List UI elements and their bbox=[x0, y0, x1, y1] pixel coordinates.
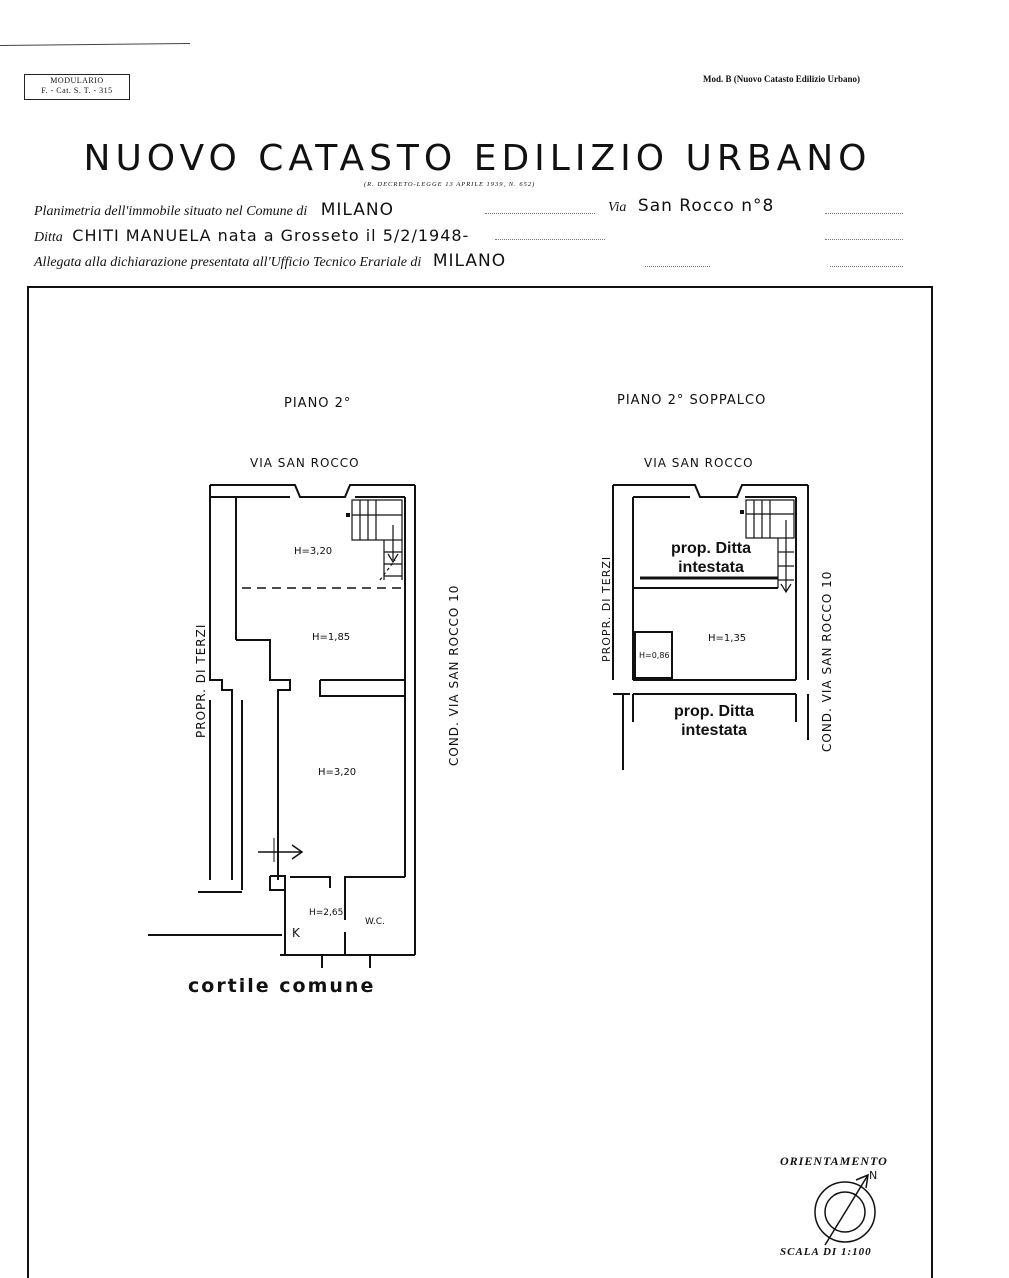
right-prop-top: prop. Ditta intestata bbox=[671, 540, 751, 576]
left-right-side-label: COND. VIA SAN ROCCO 10 bbox=[447, 584, 461, 766]
right-prop-bottom: prop. Ditta intestata bbox=[674, 703, 754, 739]
left-wc-label: W.C. bbox=[365, 917, 385, 927]
decree-reference: (R. DECRETO-LEGGE 13 APRILE 1939, N. 652) bbox=[364, 181, 536, 188]
document-title: NUOVO CATASTO EDILIZIO URBANO bbox=[83, 138, 872, 179]
left-street-label: VIA SAN ROCCO bbox=[250, 456, 360, 470]
right-height-2: H=0,86 bbox=[639, 651, 670, 660]
comune-value: MILANO bbox=[320, 200, 395, 220]
left-side-label: PROPR. DI TERZI bbox=[194, 623, 208, 738]
stair-marker-left bbox=[346, 513, 350, 517]
allegata-label: Allegata alla dichiarazione presentata all'Ufficio Tecnico Erariale di bbox=[34, 255, 422, 270]
ditta-value: CHITI MANUELA nata a Grosseto il 5/2/1948- bbox=[72, 226, 470, 245]
stair-marker-right bbox=[740, 510, 744, 514]
left-height-2: H=1,85 bbox=[312, 632, 351, 643]
via-value: San Rocco n°8 bbox=[637, 196, 775, 216]
right-height-1: H=1,35 bbox=[708, 633, 747, 644]
left-k-label: K bbox=[292, 926, 300, 940]
left-plan-title: PIANO 2° bbox=[284, 396, 352, 411]
via-label: Via bbox=[608, 200, 627, 215]
scale-label: SCALA DI 1:100 bbox=[780, 1246, 872, 1258]
left-height-1: H=3,20 bbox=[294, 546, 333, 557]
north-label: N bbox=[869, 1169, 878, 1182]
model-label: Mod. B (Nuovo Catasto Edilizio Urbano) bbox=[703, 74, 861, 84]
modulario-code: F. - Cat. S. T. - 315 bbox=[41, 86, 113, 95]
left-plan-walls bbox=[148, 485, 415, 968]
right-plan-title: PIANO 2° SOPPALCO bbox=[617, 393, 767, 408]
left-plan-stair bbox=[352, 500, 402, 580]
modulario-title: MODULARIO bbox=[50, 76, 104, 85]
right-left-side-label: PROPR. DI TERZI bbox=[600, 555, 613, 662]
left-height-4: H=2,65 bbox=[309, 908, 344, 918]
ufficio-value: MILANO bbox=[432, 251, 507, 271]
courtyard-label: cortile comune bbox=[188, 975, 376, 997]
right-street-label: VIA SAN ROCCO bbox=[644, 456, 754, 470]
left-height-3: H=3,20 bbox=[318, 767, 357, 778]
ditta-label: Ditta bbox=[34, 230, 63, 245]
right-right-side-label: COND. VIA SAN ROCCO 10 bbox=[820, 570, 834, 752]
compass-icon bbox=[815, 1175, 875, 1245]
orientation-label: ORIENTAMENTO bbox=[780, 1154, 888, 1168]
planimetria-label: Planimetria dell'immobile situato nel Comune di bbox=[34, 204, 308, 219]
